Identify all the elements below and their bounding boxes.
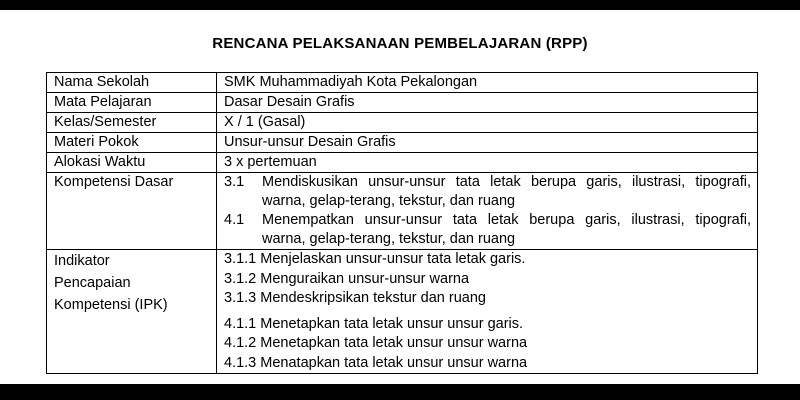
row-value-alokasi-waktu: 3 x pertemuan bbox=[217, 153, 758, 173]
list-item: 4.1.1 Menetapkan tata letak unsur unsur garis. bbox=[224, 315, 524, 332]
list-item: 3.1.3 Mendeskripsikan tekstur dan ruang bbox=[224, 290, 486, 306]
document-title: RENCANA PELAKSANAAN PEMBELAJARAN (RPP) bbox=[212, 35, 588, 52]
table-row bbox=[47, 113, 758, 133]
row-label-materi-pokok: Materi Pokok bbox=[47, 133, 217, 153]
table-row bbox=[47, 133, 758, 153]
row-label-kelas-semester: Kelas/Semester bbox=[47, 113, 217, 133]
list-item: 4.1.2 Menetapkan tata letak unsur unsur warna bbox=[224, 335, 528, 351]
table-row bbox=[47, 93, 758, 113]
ipk-label-line: Kompetensi (IPK) bbox=[54, 297, 168, 313]
table-row bbox=[47, 73, 758, 93]
list-item: 3.1.1 Menjelaskan unsur-unsur tata letak garis. bbox=[224, 251, 526, 267]
table-row bbox=[47, 153, 758, 173]
row-label-kompetensi-dasar: Kompetensi Dasar bbox=[47, 173, 217, 250]
list-item: 3.1.2 Menguraikan unsur-unsur warna bbox=[224, 270, 470, 287]
ipk-label-line: Indikator bbox=[54, 253, 110, 269]
ipk-label-line: Pencapaian bbox=[54, 275, 131, 291]
list-item bbox=[224, 173, 751, 211]
document-page bbox=[0, 10, 800, 384]
kd-number: 3.1 bbox=[224, 174, 245, 190]
kd-text: Menempatkan unsur-unsur tata letak berupa garis, ilustrasi, tipografi, warna, gelap-terang, tekstur, dan ruang bbox=[262, 212, 751, 247]
row-value-materi-pokok: Unsur-unsur Desain Grafis bbox=[217, 133, 758, 153]
row-value-mata-pelajaran: Dasar Desain Grafis bbox=[217, 93, 758, 113]
row-label-mata-pelajaran: Mata Pelajaran bbox=[47, 93, 217, 113]
rpp-info-table bbox=[46, 72, 758, 374]
table-row bbox=[47, 250, 758, 374]
kd-text: Mendiskusikan unsur-unsur tata letak berupa garis, ilustrasi, tipografi, warna, gelap-terang, tekstur, dan ruang bbox=[262, 174, 751, 209]
row-label-alokasi-waktu: Alokasi Waktu bbox=[47, 153, 217, 173]
list-item bbox=[224, 211, 751, 249]
row-label-ipk bbox=[47, 250, 217, 374]
row-value-nama-sekolah: SMK Muhammadiyah Kota Pekalongan bbox=[217, 73, 758, 93]
ipk-list bbox=[217, 250, 758, 374]
table-row bbox=[47, 173, 758, 250]
row-label-nama-sekolah: Nama Sekolah bbox=[47, 73, 217, 93]
list-item: 4.1.3 Menatapkan tata letak unsur unsur warna bbox=[224, 354, 528, 371]
row-value-kelas-semester: X / 1 (Gasal) bbox=[217, 113, 758, 133]
kd-number: 4.1 bbox=[224, 212, 245, 228]
kompetensi-dasar-list bbox=[217, 173, 758, 250]
